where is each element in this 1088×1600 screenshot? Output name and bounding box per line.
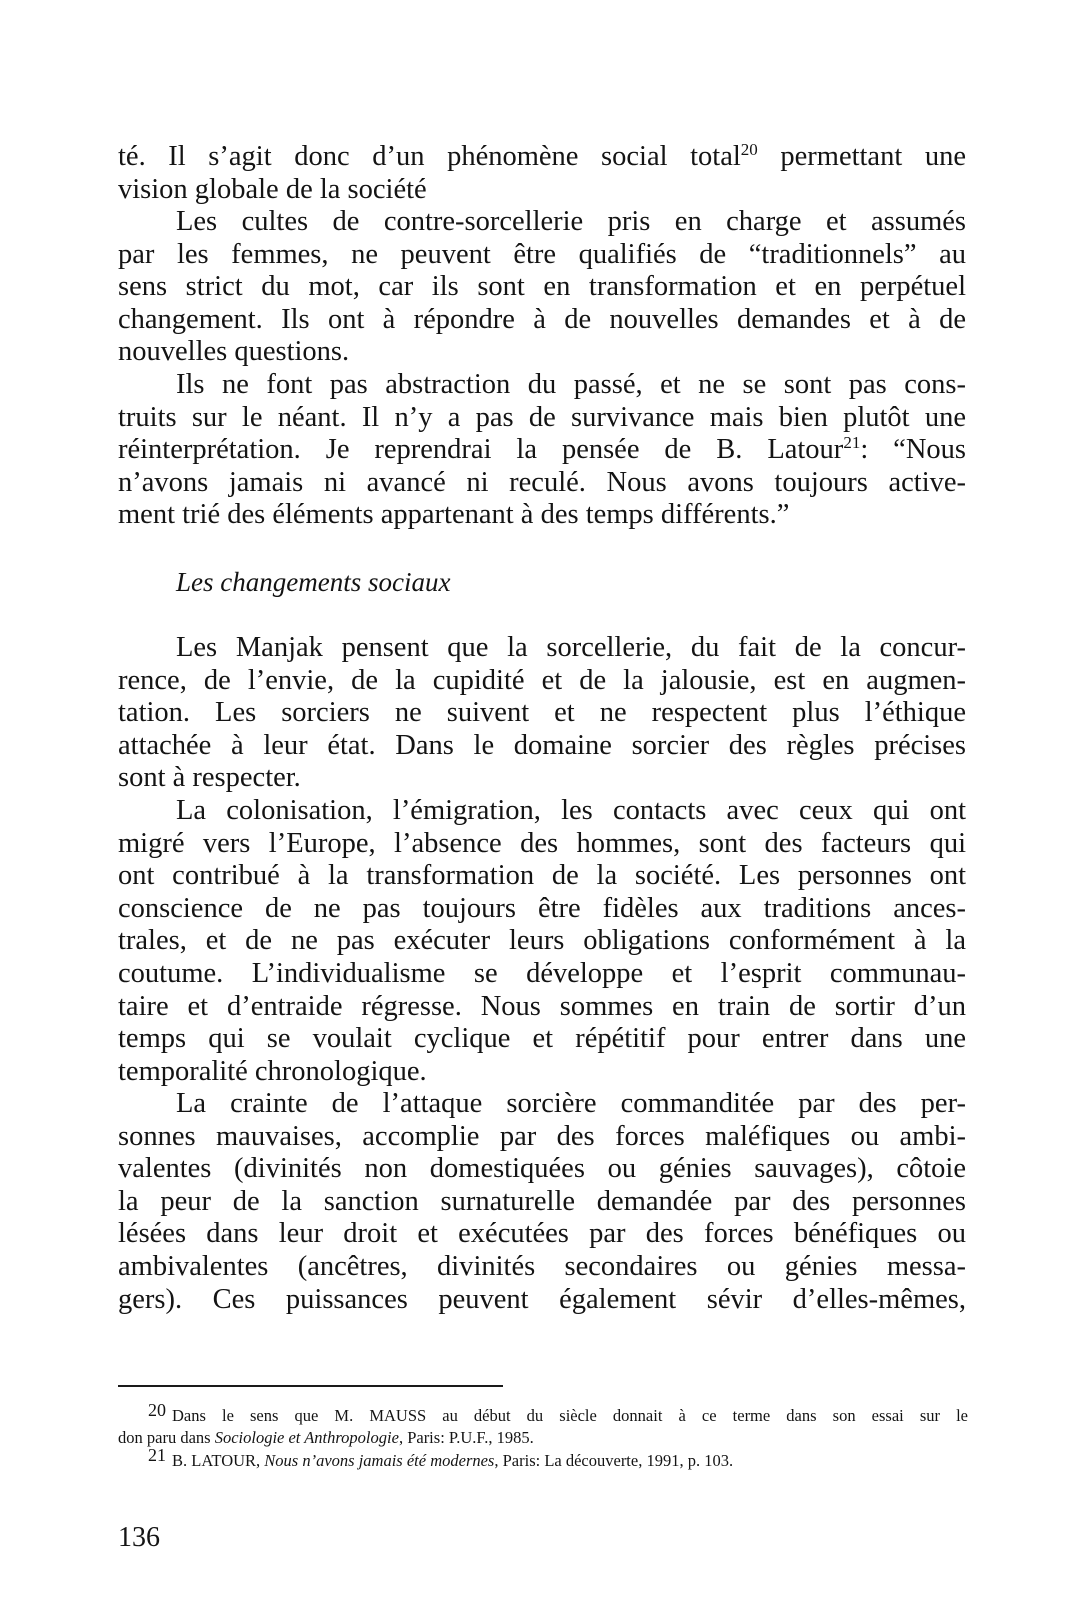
text-segment: réinterprétation. Je reprendrai la pensée de B. Latour xyxy=(118,434,844,466)
text-line: migré vers l’Europe, l’absence des hommes, sont des facteurs qui xyxy=(118,827,966,859)
text-line: La colonisation, l’émigration, les contacts avec ceux qui ont xyxy=(176,795,966,826)
paragraph-continuation xyxy=(118,141,966,206)
text-line: coutume. L’individualisme se développe et l’esprit communau- xyxy=(118,957,966,989)
footnote-number: 21 xyxy=(148,1445,166,1465)
footnote-text: , Paris: La découverte, 1991, p. 103. xyxy=(494,1451,734,1470)
text-line: temps qui se voulait cyclique et répétitif pour entrer dans une xyxy=(118,1023,966,1055)
footnote-20-cont xyxy=(118,1427,968,1449)
footnote-separator xyxy=(118,1385,503,1387)
text-line: valentes (divinités non domestiquées ou génies sauvages), côtoie xyxy=(118,1153,966,1185)
page-number: 136 xyxy=(118,1522,160,1553)
text-line: La crainte de l’attaque sorcière commanditée par des per- xyxy=(176,1088,966,1119)
text-line: trales, et de ne pas exécuter leurs obligations conformément à la xyxy=(118,925,966,957)
text-line xyxy=(118,141,966,174)
text-line: vision globale de la société xyxy=(118,173,427,205)
text-line: attachée à leur état. Dans le domaine sorcier des règles précises xyxy=(118,729,966,761)
footnote-21 xyxy=(118,1445,968,1472)
text-line: nouvelles questions. xyxy=(118,336,350,368)
paragraph-manjak xyxy=(118,632,966,795)
text-line: Ils ne font pas abstraction du passé, et ne se sont pas cons- xyxy=(176,369,966,400)
text-segment: : “Nous xyxy=(860,434,966,466)
footnote-number: 20 xyxy=(148,1400,166,1420)
text-line: tation. Les sorciers ne suivent et ne respectent plus l’éthique xyxy=(118,697,966,729)
text-line: temporalité chronologique. xyxy=(118,1055,427,1087)
text-line: sens strict du mot, car ils sont en transformation et en perpétuel xyxy=(118,271,966,303)
text-segment: té. Il s’agit donc d’un phénomène social total xyxy=(118,141,741,172)
text-line: taire et d’entraide régresse. Nous sommes en train de sortir d’un xyxy=(118,990,966,1022)
text-line: Les cultes de contre-sorcellerie pris en charge et assumés xyxy=(176,206,966,237)
text-line: rence, de l’envie, de la cupidité et de la jalousie, est en augmen- xyxy=(118,664,966,696)
text-line: conscience de ne pas toujours être fidèles aux traditions ances- xyxy=(118,892,966,924)
text-line: truits sur le néant. Il n’y a pas de survivance mais bien plutôt une xyxy=(118,401,966,433)
text-line: ambivalentes (ancêtres, divinités secondaires ou génies messa- xyxy=(118,1250,966,1282)
text-line: sonnes mauvaises, accomplie par des forces maléfiques ou ambi- xyxy=(118,1120,966,1152)
text-line: lésées dans leur droit et exécutées par des forces bénéfiques ou xyxy=(118,1218,966,1250)
text-line: gers). Ces puissances peuvent également sévir d’elles-mêmes, xyxy=(118,1283,966,1315)
text-segment: permettant une xyxy=(757,141,966,172)
paragraph-crainte xyxy=(118,1088,966,1316)
text-line: par les femmes, ne peuvent être qualifiés de “traditionnels” au xyxy=(118,238,966,270)
footnote-text: B. LATOUR, xyxy=(172,1451,265,1470)
paragraph-cultes xyxy=(118,206,966,369)
footnote-text: Dans le sens que M. MAUSS au début du siècle donnait à ce terme dans son essai sur le xyxy=(172,1406,968,1425)
footnote-20 xyxy=(118,1400,968,1427)
text-line: ment trié des éléments appartenant à des temps différents.” xyxy=(118,499,790,531)
footnote-ref-21[interactable]: 21 xyxy=(843,433,861,453)
paragraph-colonisation xyxy=(118,795,966,1088)
footnote-ref-20[interactable]: 20 xyxy=(740,140,758,159)
text-line: Les Manjak pensent que la sorcellerie, du fait de la concur- xyxy=(176,632,966,663)
text-line: ont contribué à la transformation de la société. Les personnes ont xyxy=(118,860,966,892)
footnote-title: Nous n’avons jamais été modernes xyxy=(264,1451,495,1470)
text-line: sont à respecter. xyxy=(118,762,301,794)
paragraph-passe xyxy=(118,369,966,532)
text-line: n’avons jamais ni avancé ni reculé. Nous avons toujours active- xyxy=(118,466,966,498)
text-line xyxy=(118,434,966,467)
text-line: changement. Ils ont à répondre à de nouvelles demandes et à de xyxy=(118,303,966,335)
footnote-text: don paru dans xyxy=(118,1428,215,1447)
footnote-title: Sociologie et Anthropologie xyxy=(214,1428,399,1447)
text-line: la peur de la sanction surnaturelle demandée par des personnes xyxy=(118,1185,966,1217)
section-heading: Les changements sociaux xyxy=(176,567,451,597)
footnote-text: , Paris: P.U.F., 1985. xyxy=(398,1428,534,1447)
footnotes xyxy=(118,1400,968,1472)
